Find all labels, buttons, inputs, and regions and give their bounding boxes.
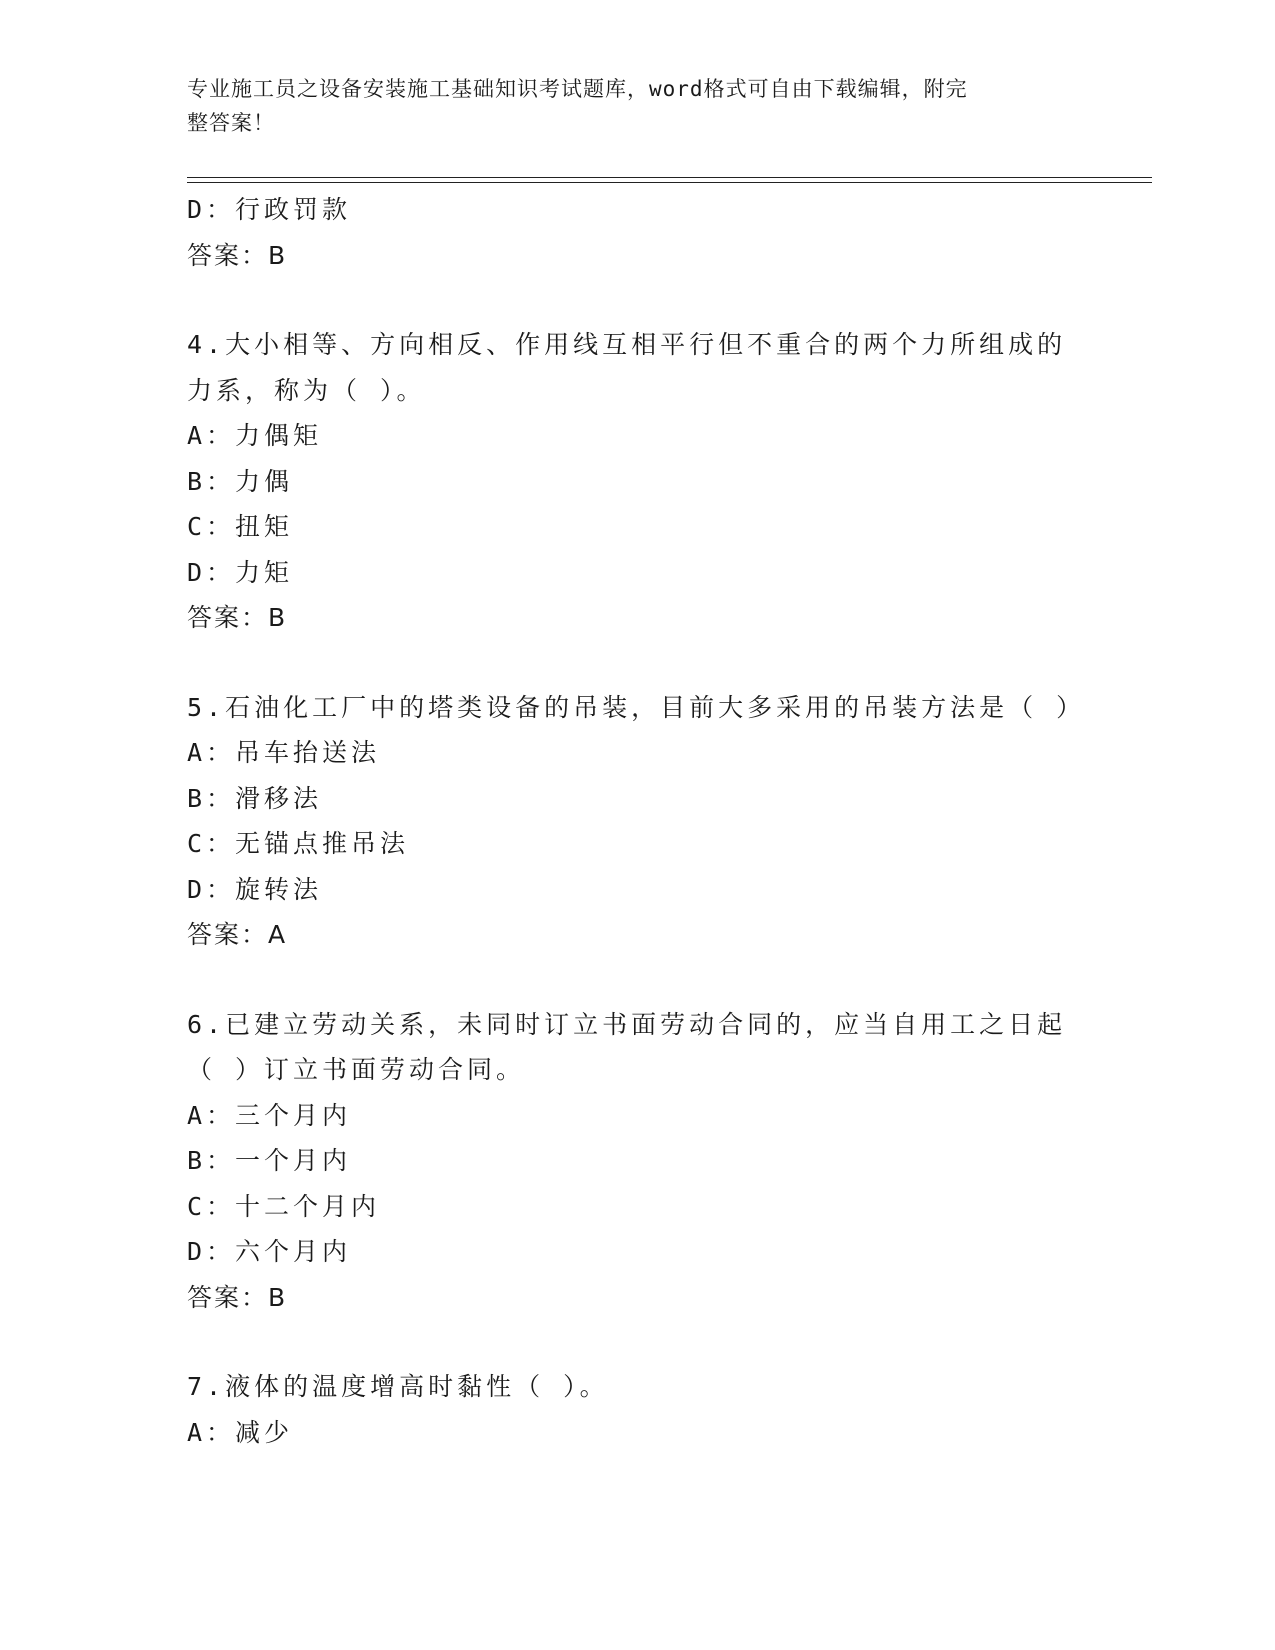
question-stem: （ ）订立书面劳动合同。 <box>187 1055 526 1084</box>
question-stem: 6.已建立劳动关系，未同时订立书面劳动合同的，应当自用工之日起 <box>187 1009 1067 1039</box>
option-a: A：力偶矩 <box>187 421 323 450</box>
option-d: D：旋转法 <box>187 874 323 904</box>
answer-line: 答案：A <box>187 920 288 949</box>
question-stem: 7.液体的温度增高时黏性（ ）。 <box>187 1372 609 1401</box>
option-a: A：吊车抬送法 <box>187 738 381 767</box>
question-4 <box>187 322 1087 641</box>
option-d: D：力矩 <box>187 557 294 587</box>
option-b: B：滑移法 <box>187 783 323 813</box>
option-c: C：扭矩 <box>187 512 294 541</box>
option-b: B：一个月内 <box>187 1146 352 1175</box>
header-rule-bottom <box>187 182 1152 183</box>
option-d: D：六个月内 <box>187 1237 352 1266</box>
question-stem: 力系，称为（ ）。 <box>187 375 426 405</box>
answer-line: 答案：B <box>187 1282 288 1312</box>
option-b: B：力偶 <box>187 466 294 496</box>
question-stem: 5.石油化工厂中的塔类设备的吊装，目前大多采用的吊装方法是（ ） <box>187 692 1086 722</box>
document-body <box>187 187 1087 1455</box>
option-a: A：三个月内 <box>187 1100 352 1130</box>
answer-line: 答案：B <box>187 240 288 270</box>
header-rule-top <box>187 177 1152 178</box>
question-stem: 4.大小相等、方向相反、作用线互相平行但不重合的两个力所组成的 <box>187 330 1067 359</box>
option-a: A：减少 <box>187 1417 294 1447</box>
header-line-1: 专业施工员之设备安装施工基础知识考试题库，word格式可自由下载编辑，附完 <box>187 77 968 101</box>
header-line-2: 整答案！ <box>187 111 275 135</box>
document-header <box>187 72 1067 140</box>
question-5 <box>187 685 1087 958</box>
option-c: C：十二个月内 <box>187 1191 381 1221</box>
option-d: D：行政罚款 <box>187 195 352 224</box>
option-c: C：无锚点推吊法 <box>187 829 410 858</box>
question-7 <box>187 1364 1087 1455</box>
answer-line: 答案：B <box>187 603 288 632</box>
question-6 <box>187 1002 1087 1321</box>
